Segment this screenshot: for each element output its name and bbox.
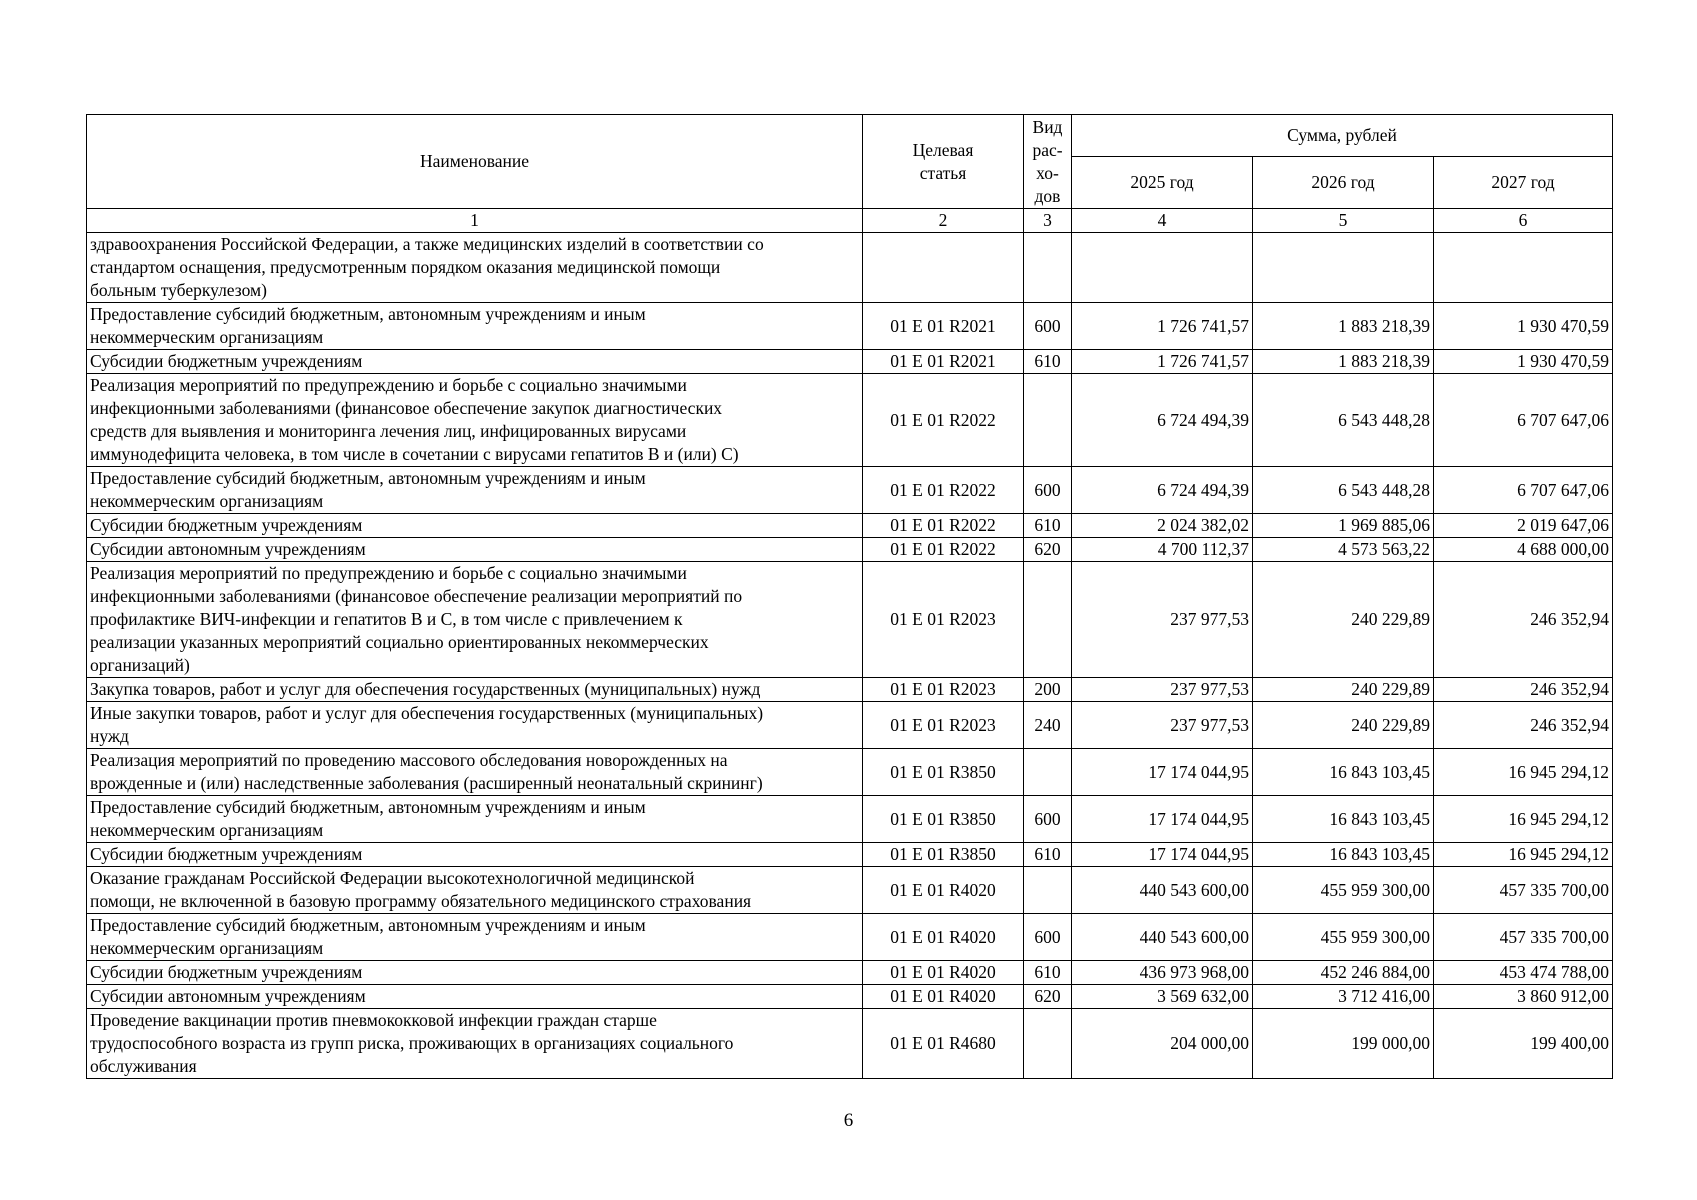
header-expense-type: [1024, 115, 1072, 209]
cell-name-line: стандартом оснащения, предусмотренным порядком оказания медицинской помощи: [90, 257, 721, 277]
budget-table: [86, 114, 1613, 1079]
header-year-2026: 2026 год: [1253, 157, 1434, 209]
cell-expense-type: 610: [1024, 514, 1072, 538]
cell-sum-2025: 440 543 600,00: [1072, 867, 1253, 914]
cell-sum-2025: 6 724 494,39: [1072, 467, 1253, 514]
header-vid-line4: дов: [1034, 185, 1061, 206]
cell-sum-2027: 1 930 470,59: [1434, 303, 1613, 350]
table-row: [87, 867, 1613, 914]
cell-name-line: Предоставление субсидий бюджетным, автономным учреждениям и иным: [90, 797, 646, 817]
cell-sum-2025: 6 724 494,39: [1072, 374, 1253, 467]
cell-expense-type: 200: [1024, 678, 1072, 702]
cell-expense-type: [1024, 867, 1072, 914]
cell-name-line: Иные закупки товаров, работ и услуг для обеспечения государственных (муниципальных): [90, 703, 764, 723]
cell-expense-type: [1024, 233, 1072, 303]
cell-sum-2027: 246 352,94: [1434, 562, 1613, 678]
cell-name-line: Реализация мероприятий по предупреждению и борьбе с социально значимыми: [90, 375, 687, 395]
cell-expense-type: [1024, 562, 1072, 678]
cell-sum-2026: 16 843 103,45: [1253, 796, 1434, 843]
cell-name-line: здравоохранения Российской Федерации, а также медицинских изделий в соответствии со: [90, 234, 764, 254]
cell-name: [87, 1009, 863, 1079]
table-row: [87, 514, 1613, 538]
cell-target-article: 01 Е 01 R2023: [863, 678, 1024, 702]
header-target-article: [863, 115, 1024, 209]
cell-sum-2026: 3 712 416,00: [1253, 985, 1434, 1009]
cell-name-line: Субсидии автономным учреждениям: [90, 986, 366, 1006]
header-sum: Сумма, рублей: [1072, 115, 1613, 157]
cell-name-line: Оказание гражданам Российской Федерации высокотехнологичной медицинской: [90, 868, 695, 888]
cell-sum-2027: 1 930 470,59: [1434, 350, 1613, 374]
cell-target-article: 01 Е 01 R3850: [863, 843, 1024, 867]
cell-sum-2027: 6 707 647,06: [1434, 374, 1613, 467]
column-number-6: 6: [1434, 209, 1613, 233]
cell-sum-2027: 6 707 647,06: [1434, 467, 1613, 514]
cell-name: [87, 350, 863, 374]
cell-name: [87, 233, 863, 303]
cell-sum-2027: 457 335 700,00: [1434, 914, 1613, 961]
cell-sum-2026: 199 000,00: [1253, 1009, 1434, 1079]
cell-name-line: Предоставление субсидий бюджетным, автономным учреждениям и иным: [90, 915, 646, 935]
cell-name-line: Предоставление субсидий бюджетным, автономным учреждениям и иным: [90, 304, 646, 324]
cell-sum-2026: 1 883 218,39: [1253, 350, 1434, 374]
cell-sum-2026: 1 883 218,39: [1253, 303, 1434, 350]
header-vid-line1: Вид: [1032, 116, 1063, 137]
cell-name-line: обслуживания: [90, 1056, 197, 1076]
cell-sum-2027: 3 860 912,00: [1434, 985, 1613, 1009]
cell-name-line: реализации указанных мероприятий социально ориентированных некоммерческих: [90, 632, 709, 652]
cell-name-line: нужд: [90, 726, 129, 746]
cell-name-line: Субсидии бюджетным учреждениям: [90, 962, 363, 982]
cell-name-line: больным туберкулезом): [90, 280, 267, 300]
cell-sum-2027: 16 945 294,12: [1434, 749, 1613, 796]
cell-name-line: Проведение вакцинации против пневмококковой инфекции граждан старше: [90, 1010, 657, 1030]
cell-target-article: 01 Е 01 R2021: [863, 303, 1024, 350]
header-vid-line3: хо-: [1036, 162, 1059, 183]
cell-name-line: Реализация мероприятий по предупреждению и борьбе с социально значимыми: [90, 563, 687, 583]
table-row: [87, 702, 1613, 749]
cell-sum-2027: 2 019 647,06: [1434, 514, 1613, 538]
cell-expense-type: [1024, 749, 1072, 796]
cell-sum-2027: 246 352,94: [1434, 702, 1613, 749]
cell-sum-2026: 455 959 300,00: [1253, 914, 1434, 961]
table-row: [87, 374, 1613, 467]
cell-expense-type: 620: [1024, 538, 1072, 562]
cell-name: [87, 985, 863, 1009]
table-row: [87, 796, 1613, 843]
cell-name: [87, 514, 863, 538]
cell-target-article: 01 Е 01 R3850: [863, 796, 1024, 843]
cell-target-article: 01 Е 01 R2022: [863, 467, 1024, 514]
cell-sum-2026: 455 959 300,00: [1253, 867, 1434, 914]
table-row: [87, 538, 1613, 562]
table-row: [87, 985, 1613, 1009]
cell-name-line: Субсидии автономным учреждениям: [90, 539, 366, 559]
cell-name-line: помощи, не включенной в базовую программу обязательного медицинского страхования: [90, 891, 752, 911]
cell-target-article: [863, 233, 1024, 303]
cell-name-line: профилактике ВИЧ-инфекции и гепатитов В и С, в том числе с привлечением к: [90, 609, 683, 629]
cell-expense-type: 600: [1024, 914, 1072, 961]
cell-target-article: 01 Е 01 R2023: [863, 702, 1024, 749]
cell-target-article: 01 Е 01 R2022: [863, 374, 1024, 467]
cell-name: [87, 374, 863, 467]
cell-sum-2025: 17 174 044,95: [1072, 749, 1253, 796]
cell-target-article: 01 Е 01 R2023: [863, 562, 1024, 678]
cell-sum-2026: 4 573 563,22: [1253, 538, 1434, 562]
cell-name-line: Реализация мероприятий по проведению массового обследования новорожденных на: [90, 750, 728, 770]
cell-sum-2025: 440 543 600,00: [1072, 914, 1253, 961]
table-row: [87, 303, 1613, 350]
cell-sum-2025: 3 569 632,00: [1072, 985, 1253, 1009]
cell-sum-2026: 6 543 448,28: [1253, 467, 1434, 514]
table-row: [87, 350, 1613, 374]
cell-target-article: 01 Е 01 R4020: [863, 961, 1024, 985]
cell-target-article: 01 Е 01 R4020: [863, 867, 1024, 914]
cell-expense-type: [1024, 1009, 1072, 1079]
cell-name: [87, 796, 863, 843]
cell-sum-2027: 453 474 788,00: [1434, 961, 1613, 985]
cell-sum-2026: 16 843 103,45: [1253, 843, 1434, 867]
cell-name-line: Предоставление субсидий бюджетным, автономным учреждениям и иным: [90, 468, 646, 488]
cell-expense-type: [1024, 374, 1072, 467]
cell-expense-type: 610: [1024, 350, 1072, 374]
cell-name: [87, 678, 863, 702]
cell-name: [87, 749, 863, 796]
column-number-1: 1: [87, 209, 863, 233]
cell-sum-2026: 240 229,89: [1253, 562, 1434, 678]
cell-sum-2027: 457 335 700,00: [1434, 867, 1613, 914]
cell-name: [87, 303, 863, 350]
cell-target-article: 01 Е 01 R4680: [863, 1009, 1024, 1079]
cell-name: [87, 914, 863, 961]
cell-sum-2025: 17 174 044,95: [1072, 796, 1253, 843]
cell-name-line: Закупка товаров, работ и услуг для обеспечения государственных (муниципальных) нужд: [90, 679, 761, 699]
cell-name-line: инфекционными заболеваниями (финансовое обеспечение реализации мероприятий по: [90, 586, 743, 606]
cell-sum-2026: 240 229,89: [1253, 702, 1434, 749]
cell-target-article: 01 Е 01 R2022: [863, 514, 1024, 538]
cell-expense-type: 610: [1024, 843, 1072, 867]
column-number-5: 5: [1253, 209, 1434, 233]
cell-expense-type: 240: [1024, 702, 1072, 749]
cell-sum-2027: 16 945 294,12: [1434, 843, 1613, 867]
cell-name-line: иммунодефицита человека, в том числе в сочетании с вирусами гепатитов В и (или) С): [90, 444, 739, 464]
cell-sum-2026: 6 543 448,28: [1253, 374, 1434, 467]
header-vid-line2: рас-: [1032, 139, 1063, 160]
cell-target-article: 01 Е 01 R2021: [863, 350, 1024, 374]
cell-expense-type: 600: [1024, 796, 1072, 843]
cell-name: [87, 843, 863, 867]
table-row: [87, 914, 1613, 961]
cell-sum-2025: [1072, 233, 1253, 303]
cell-sum-2025: 436 973 968,00: [1072, 961, 1253, 985]
cell-target-article: 01 Е 01 R4020: [863, 914, 1024, 961]
cell-expense-type: 600: [1024, 303, 1072, 350]
cell-expense-type: 620: [1024, 985, 1072, 1009]
header-year-2027: 2027 год: [1434, 157, 1613, 209]
cell-name-line: врожденные и (или) наследственные заболевания (расширенный неонатальный скрининг): [90, 773, 763, 793]
cell-sum-2026: 1 969 885,06: [1253, 514, 1434, 538]
column-number-2: 2: [863, 209, 1024, 233]
cell-name: [87, 867, 863, 914]
cell-target-article: 01 Е 01 R2022: [863, 538, 1024, 562]
cell-sum-2027: [1434, 233, 1613, 303]
cell-name: [87, 467, 863, 514]
table-row: [87, 843, 1613, 867]
table-row: [87, 1009, 1613, 1079]
cell-sum-2027: 246 352,94: [1434, 678, 1613, 702]
cell-sum-2026: [1253, 233, 1434, 303]
cell-target-article: 01 Е 01 R3850: [863, 749, 1024, 796]
table-row: [87, 961, 1613, 985]
cell-name-line: Субсидии бюджетным учреждениям: [90, 351, 363, 371]
cell-name-line: некоммерческим организациям: [90, 491, 324, 511]
cell-sum-2025: 237 977,53: [1072, 562, 1253, 678]
cell-expense-type: 610: [1024, 961, 1072, 985]
header-target-line2: статья: [919, 162, 967, 183]
cell-sum-2025: 2 024 382,02: [1072, 514, 1253, 538]
cell-sum-2025: 1 726 741,57: [1072, 303, 1253, 350]
cell-sum-2027: 4 688 000,00: [1434, 538, 1613, 562]
cell-name-line: организаций): [90, 655, 190, 675]
table-row: [87, 562, 1613, 678]
header-target-line1: Целевая: [912, 139, 974, 160]
cell-sum-2026: 240 229,89: [1253, 678, 1434, 702]
cell-name-line: инфекционными заболеваниями (финансовое обеспечение закупок диагностических: [90, 398, 723, 418]
table-row: [87, 749, 1613, 796]
cell-name-line: некоммерческим организациям: [90, 938, 324, 958]
cell-name-line: некоммерческим организациям: [90, 820, 324, 840]
cell-sum-2025: 237 977,53: [1072, 678, 1253, 702]
cell-sum-2027: 199 400,00: [1434, 1009, 1613, 1079]
header-name: Наименование: [87, 115, 863, 209]
cell-name-line: Субсидии бюджетным учреждениям: [90, 515, 363, 535]
header-year-2025: 2025 год: [1072, 157, 1253, 209]
cell-name-line: Субсидии бюджетным учреждениям: [90, 844, 363, 864]
cell-name: [87, 702, 863, 749]
cell-name: [87, 562, 863, 678]
cell-name-line: некоммерческим организациям: [90, 327, 324, 347]
cell-expense-type: 600: [1024, 467, 1072, 514]
cell-sum-2025: 4 700 112,37: [1072, 538, 1253, 562]
cell-sum-2026: 16 843 103,45: [1253, 749, 1434, 796]
cell-sum-2026: 452 246 884,00: [1253, 961, 1434, 985]
table-row: [87, 678, 1613, 702]
cell-sum-2025: 17 174 044,95: [1072, 843, 1253, 867]
table-row: [87, 467, 1613, 514]
cell-name: [87, 961, 863, 985]
cell-sum-2027: 16 945 294,12: [1434, 796, 1613, 843]
table-body: [87, 233, 1613, 1079]
cell-sum-2025: 237 977,53: [1072, 702, 1253, 749]
page-number: 6: [843, 1110, 854, 1131]
cell-name-line: трудоспособного возраста из групп риска, проживающих в организациях социального: [90, 1033, 734, 1053]
column-number-3: 3: [1024, 209, 1072, 233]
cell-target-article: 01 Е 01 R4020: [863, 985, 1024, 1009]
cell-sum-2025: 204 000,00: [1072, 1009, 1253, 1079]
cell-name-line: средств для выявления и мониторинга лечения лиц, инфицированных вирусами: [90, 421, 687, 441]
cell-name: [87, 538, 863, 562]
table-row: [87, 233, 1613, 303]
column-number-4: 4: [1072, 209, 1253, 233]
cell-sum-2025: 1 726 741,57: [1072, 350, 1253, 374]
